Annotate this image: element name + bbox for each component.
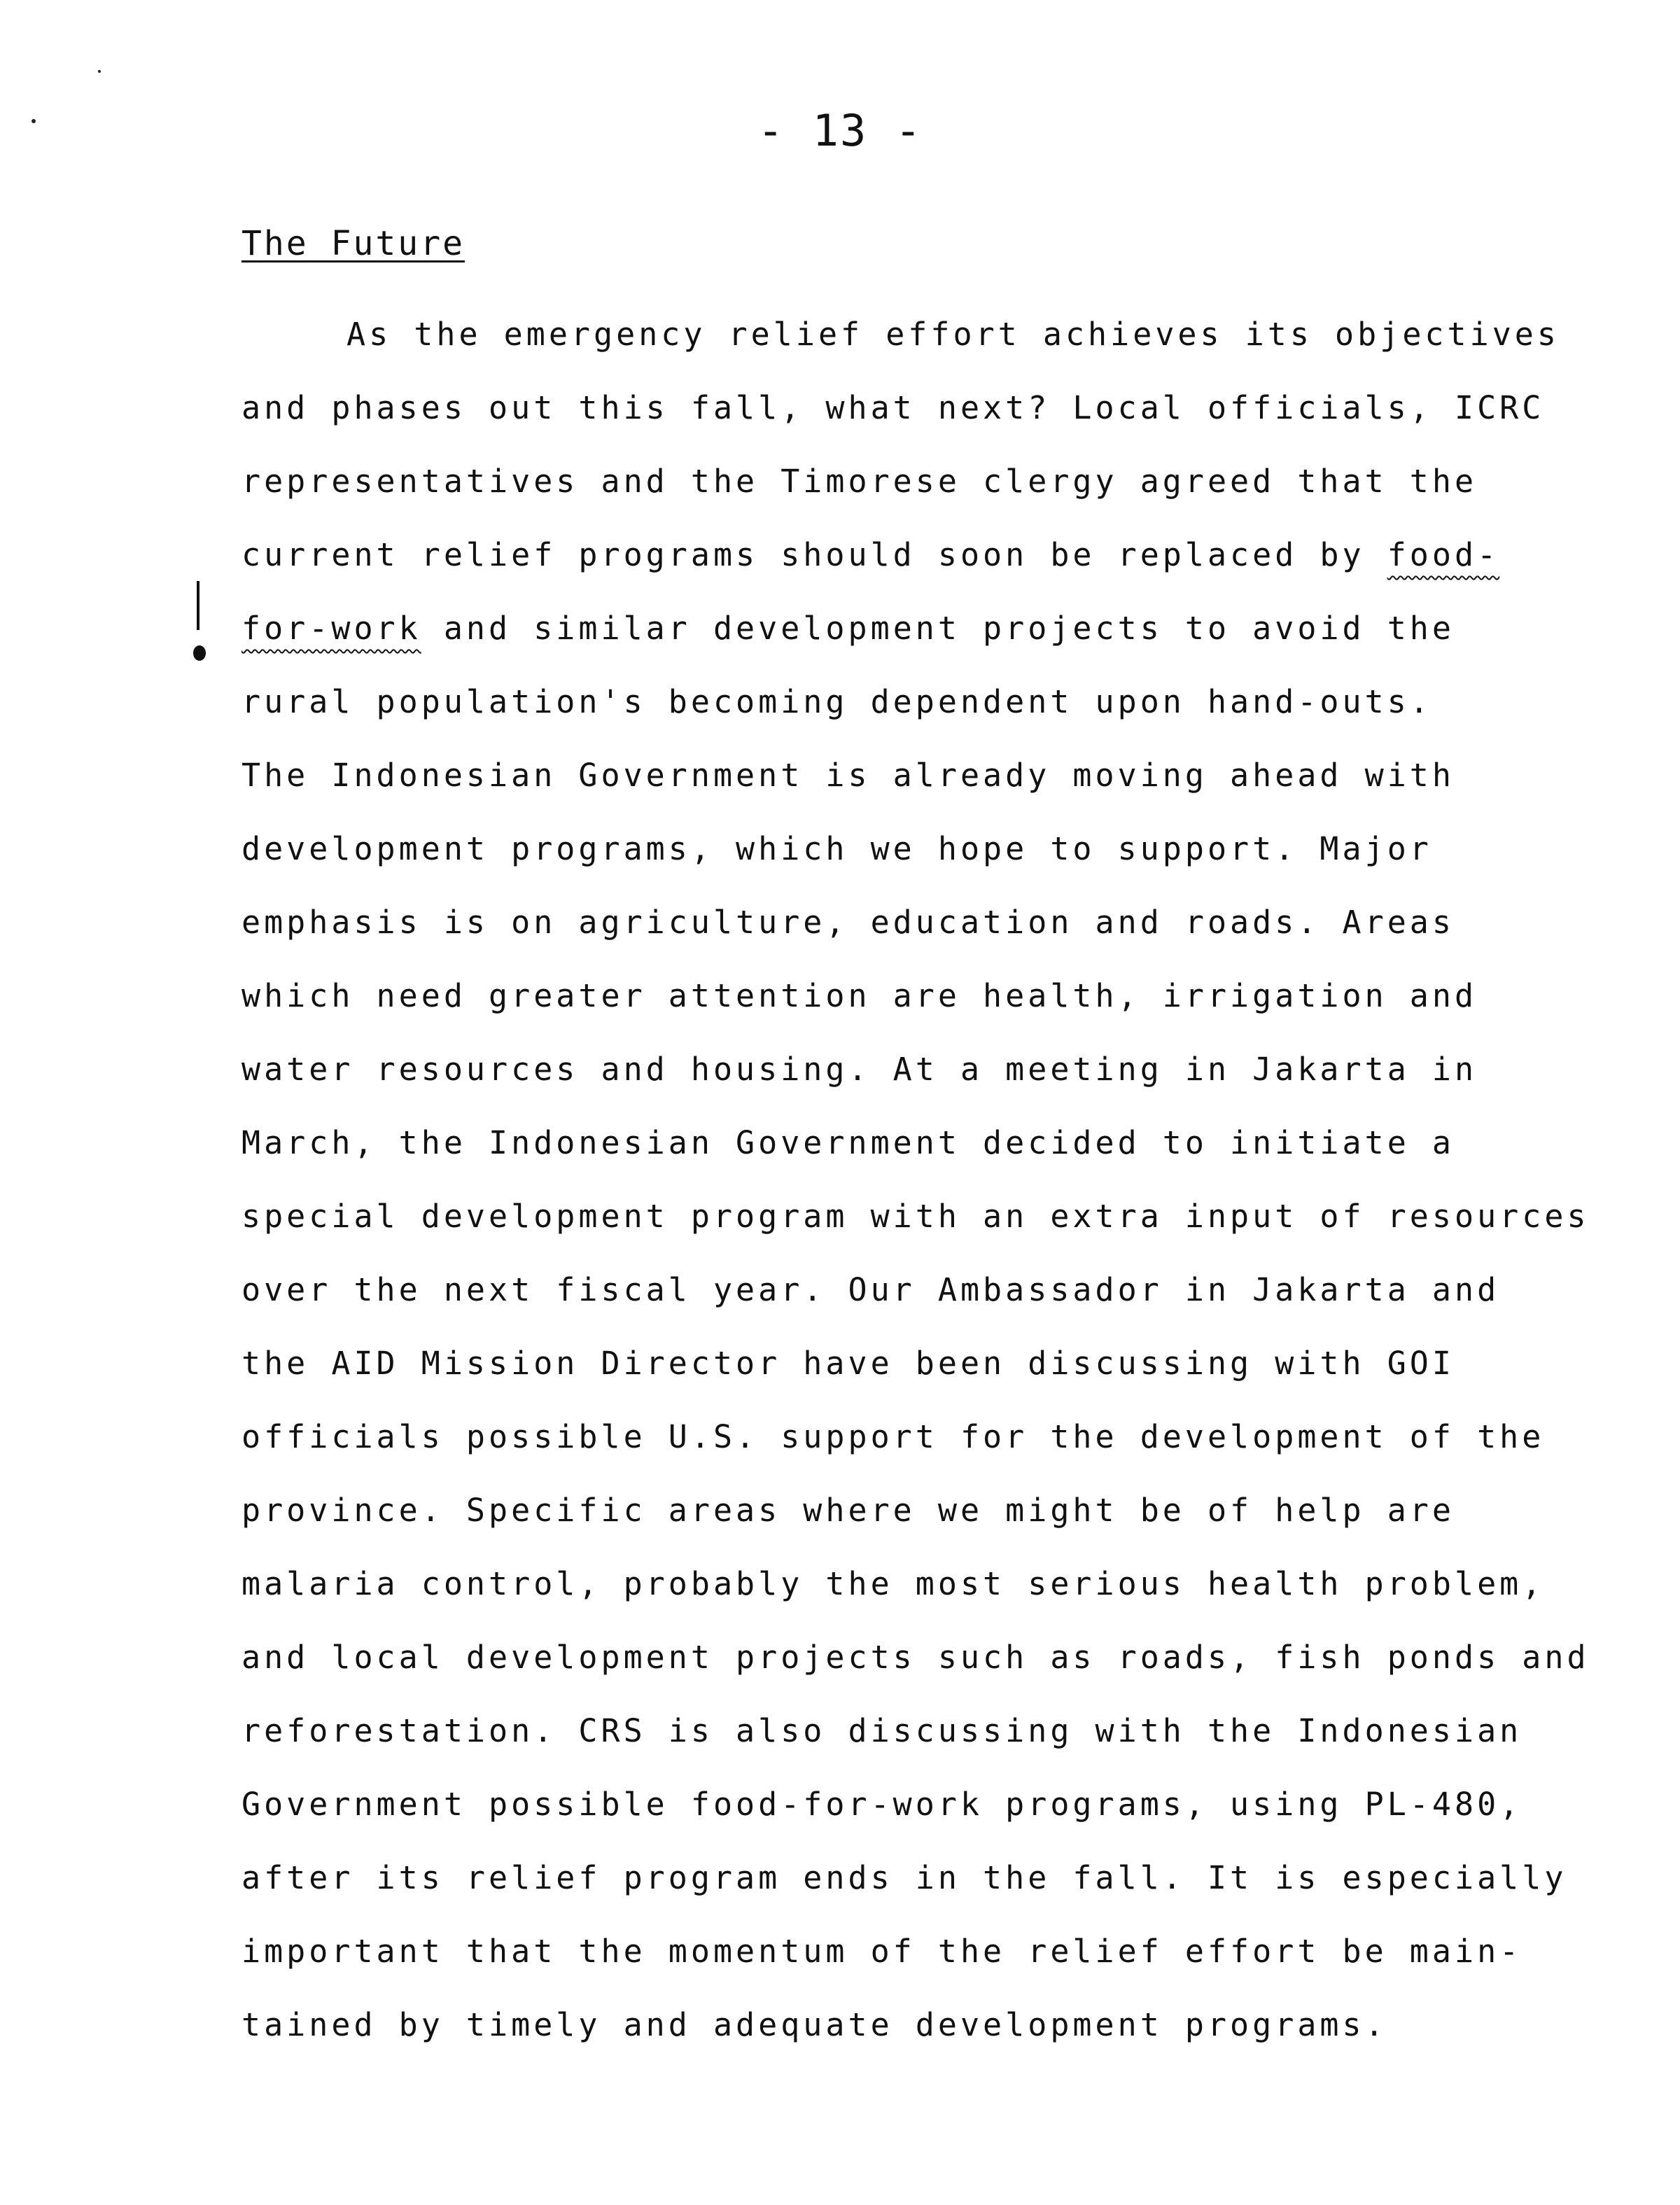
- scan-speck: [98, 70, 101, 73]
- text-line: officials possible U.S. support for the development of the: [241, 1418, 1545, 1455]
- text-line: March, the Indonesian Government decided to initiate a: [241, 1124, 1455, 1161]
- page-number: - 13 -: [757, 105, 923, 156]
- text-line: The Indonesian Government is already moving ahead with: [241, 757, 1455, 794]
- margin-dot: [193, 645, 206, 661]
- section-heading: The Future: [241, 224, 465, 263]
- text-line: which need greater attention are health, irrigation and: [241, 977, 1478, 1014]
- text-line: Government possible food-for-work programs, using PL-480,: [241, 1786, 1522, 1823]
- text-line: the AID Mission Director have been discussing with GOI: [241, 1345, 1455, 1382]
- text-line: As the emergency relief effort achieves its objectives: [346, 316, 1560, 353]
- text-line: water resources and housing. At a meeting in Jakarta in: [241, 1051, 1478, 1088]
- text-line: representatives and the Timorese clergy agreed that the: [241, 463, 1478, 500]
- text-line: development programs, which we hope to support. Major: [241, 830, 1432, 867]
- handwritten-underline: for-work: [241, 610, 421, 647]
- text-segment: and similar development projects to avoid the: [421, 610, 1455, 647]
- text-line: [241, 592, 1578, 665]
- text-line: tained by timely and adequate development programs.: [241, 2006, 1387, 2043]
- text-line: emphasis is on agriculture, education and roads. Areas: [241, 904, 1455, 941]
- handwritten-underline: food-: [1387, 536, 1500, 573]
- body-paragraph: [241, 298, 1590, 2062]
- text-line: reforestation. CRS is also discussing with the Indonesian: [241, 1712, 1522, 1749]
- text-line: after its relief program ends in the fall. It is especially: [241, 1859, 1567, 1896]
- margin-mark: [197, 581, 200, 630]
- text-line: malaria control, probably the most serious health problem,: [241, 1565, 1545, 1602]
- text-line: important that the momentum of the relief effort be main-: [241, 1933, 1522, 1970]
- text-line: rural population's becoming dependent upon hand-outs.: [241, 683, 1432, 720]
- text-line: and local development projects such as roads, fish ponds and: [241, 1639, 1590, 1676]
- text-line: [241, 518, 1578, 592]
- scan-speck: [31, 119, 36, 123]
- text-line: special development program with an extra input of resources: [241, 1198, 1590, 1235]
- text-line: over the next fiscal year. Our Ambassador in Jakarta and: [241, 1271, 1500, 1308]
- text-line: and phases out this fall, what next? Local officials, ICRC: [241, 389, 1545, 426]
- text-line: province. Specific areas where we might be of help are: [241, 1492, 1455, 1529]
- text-segment: current relief programs should soon be replaced by: [241, 536, 1387, 573]
